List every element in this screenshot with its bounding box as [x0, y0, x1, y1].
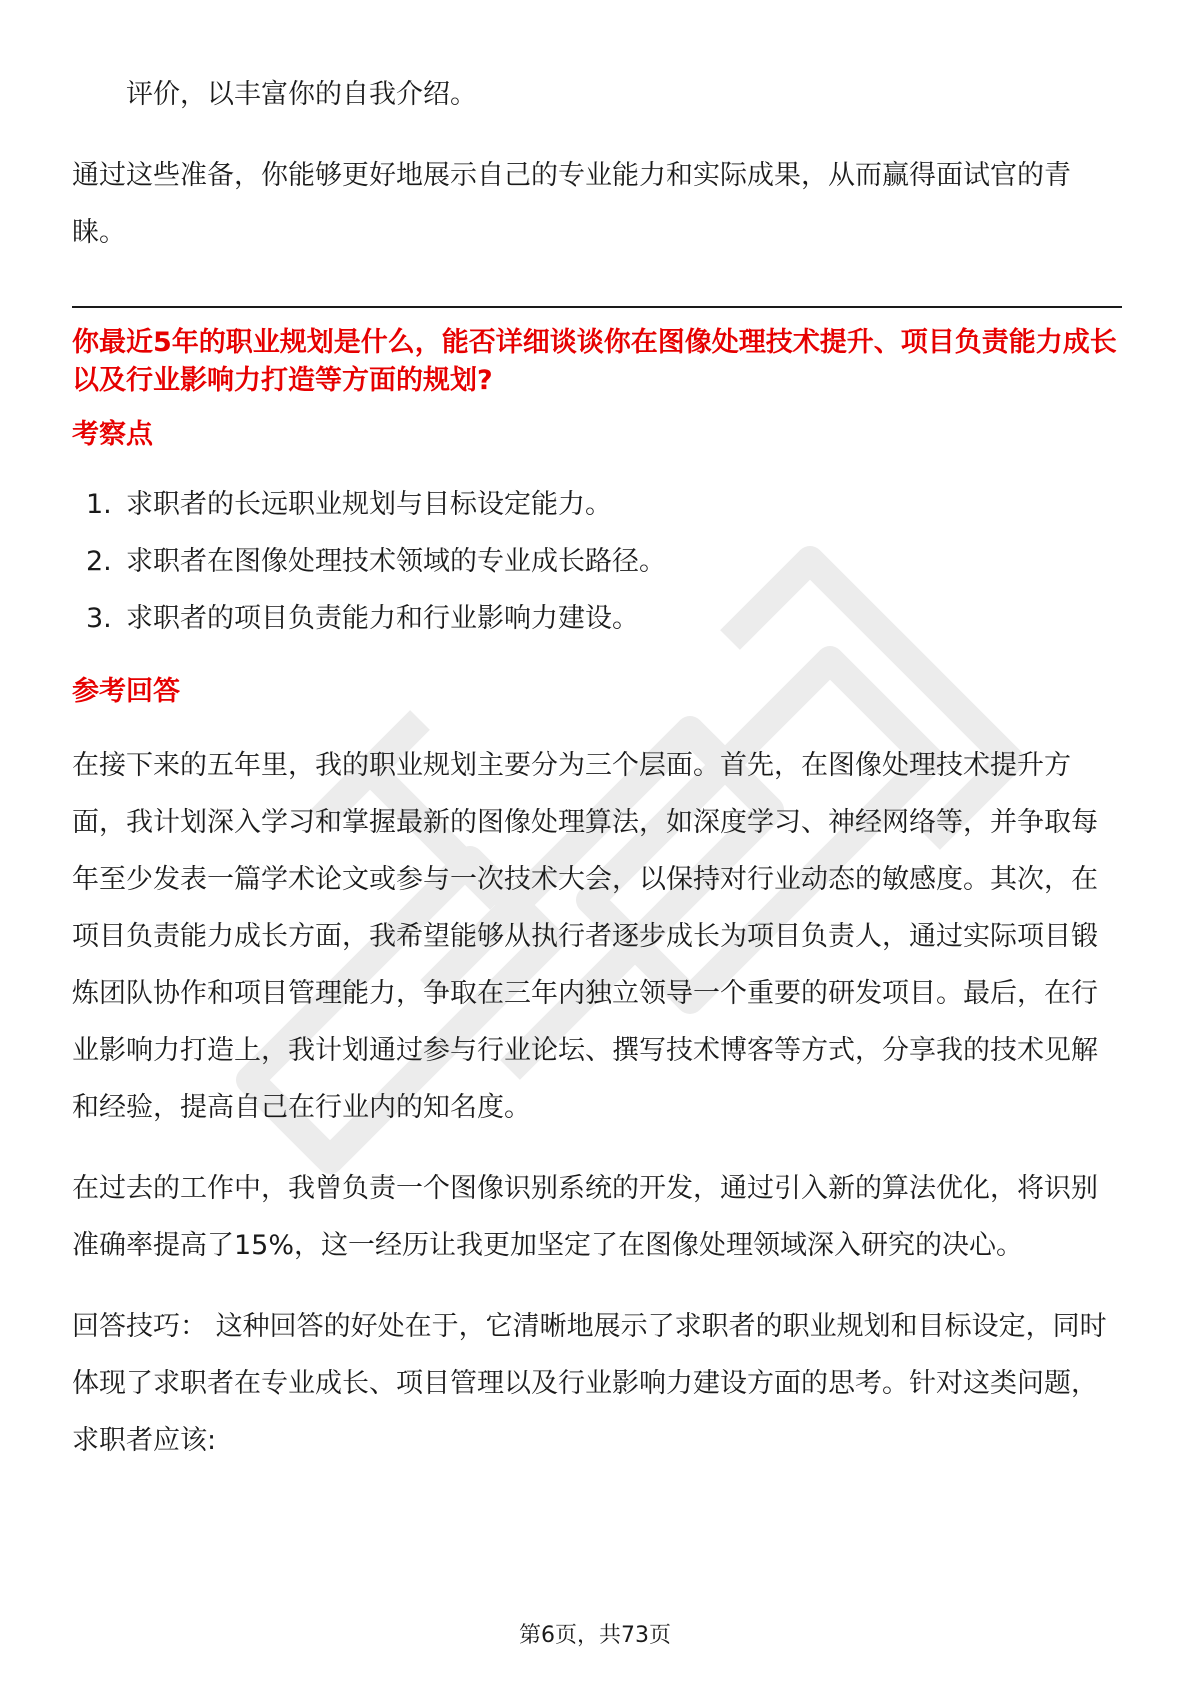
section-divider	[72, 306, 1122, 308]
answer-paragraph-experience: 在过去的工作中，我曾负责一个图像识别系统的开发，通过引入新的算法优化，将识别准确率提高了15%，这一经历让我更加坚定了在图像处理领域深入研究的决心。	[72, 1173, 1098, 1261]
list-item	[72, 533, 1122, 590]
list-item-text: 求职者的项目负责能力和行业影响力建设。	[126, 603, 639, 634]
page-number-footer: 第6页，共73页	[519, 1623, 671, 1648]
answer-paragraph-plan: 在接下来的五年里，我的职业规划主要分为三个层面。首先，在图像处理技术提升方面，我计划深入学习和掌握最新的图像处理算法，如深度学习、神经网络等，并争取每年至少发表一篇学术论文或参与一次技术大会，以保持对行业动态的敏感度。其次，在项目负责能力成长方面，我希望能够从执行者逐步成长为项目负责人，通过实际项目锻炼团队协作和项目管理能力，争取在三年内独立领导一个重要的研发项目。最后，在行业影响力打造上，我计划通过参与行业论坛、撰写技术博客等方式，分享我的技术见解和经验，提高自己在行业内的知名度。	[72, 750, 1098, 1123]
list-item-text: 求职者的长远职业规划与目标设定能力。	[126, 489, 612, 520]
list-item-text: 求职者在图像处理技术领域的专业成长路径。	[126, 546, 666, 577]
list-item	[72, 590, 1122, 647]
answer-paragraph-tips: 回答技巧： 这种回答的好处在于，它清晰地展示了求职者的职业规划和目标设定，同时体现了求职者在专业成长、项目管理以及行业影响力建设方面的思考。针对这类问题，求职者应该:	[72, 1311, 1107, 1456]
document-body	[72, 66, 1122, 1469]
question-heading: 你最近5年的职业规划是什么，能否详细谈谈你在图像处理技术提升、项目负责能力成长以及行业影响力打造等方面的规划?	[72, 327, 1117, 396]
list-item-number: 2.	[86, 546, 112, 577]
answer-heading: 参考回答	[72, 676, 180, 707]
list-item	[72, 476, 1122, 533]
list-item-number: 3.	[86, 603, 112, 634]
list-item-number: 1.	[86, 489, 112, 520]
points-list	[72, 476, 1122, 647]
intro-tail-paragraph: 评价，以丰富你的自我介绍。	[126, 79, 477, 110]
summary-paragraph: 通过这些准备，你能够更好地展示自己的专业能力和实际成果，从而赢得面试官的青睐。	[72, 160, 1071, 248]
points-heading: 考察点	[72, 419, 153, 450]
